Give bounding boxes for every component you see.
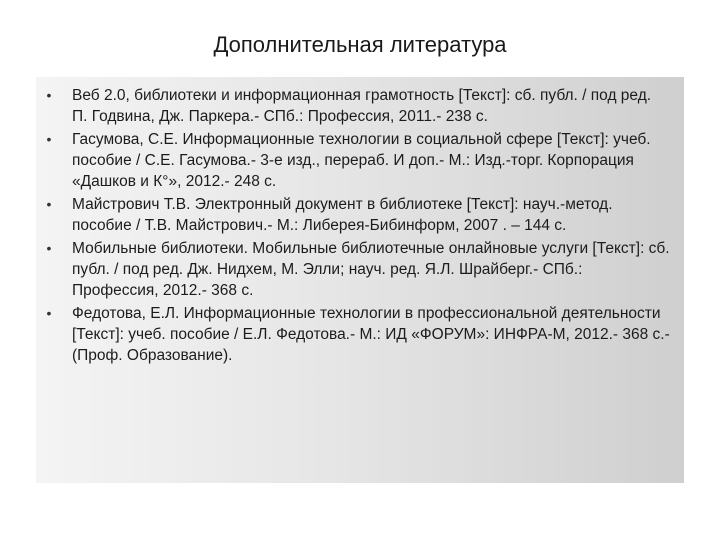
bullet-icon: •: [46, 196, 52, 212]
bullet-icon: •: [46, 305, 52, 321]
slide-title: Дополнительная литература: [213, 32, 507, 57]
reference-text: Мобильные библиотеки. Мобильные библиотечные онлайновые услуги [Текст]: сб. публ. / под ред. Дж. Нидхем, М. Элли; науч. ред. Я.Л. Шрайберг.- СПб.: Профессия, 2012.- 368 с.: [72, 240, 670, 299]
bullet-icon: •: [46, 131, 52, 147]
references-panel: [36, 77, 684, 483]
reference-text: Федотова, Е.Л. Информационные технологии в профессиональной деятельности [Текст]: учеб. пособие / Е.Л. Федотова.- М.: ИД «ФОРУМ»: ИНФРА-М, 2012.- 368 с.- (Проф. Образование).: [72, 305, 670, 364]
reference-item: [36, 129, 684, 192]
reference-item: [36, 303, 684, 366]
bullet-icon: •: [46, 240, 52, 256]
reference-item: [36, 238, 684, 301]
reference-text: Гасумова, С.Е. Информационные технологии в социальной сфере [Текст]: учеб. пособие / С.Е. Гасумова.- 3-е изд., перераб. И доп.- М.: Изд.-торг. Корпорация «Дашков и К°», 2012.- 248 с.: [72, 131, 651, 190]
reference-item: [36, 194, 684, 236]
references-list: [36, 85, 684, 368]
reference-item: [36, 85, 684, 127]
bullet-icon: •: [46, 87, 52, 103]
reference-text: Веб 2.0, библиотеки и информационная грамотность [Текст]: сб. публ. / под ред. П. Годвина, Дж. Паркера.- СПб.: Профессия, 2011.- 238 с.: [72, 87, 652, 125]
reference-text: Майстрович Т.В. Электронный документ в библиотеке [Текст]: науч.-метод. пособие / Т.В. Майстрович.- М.: Либерея-Бибинформ, 2007 . – 144 с.: [72, 196, 613, 234]
